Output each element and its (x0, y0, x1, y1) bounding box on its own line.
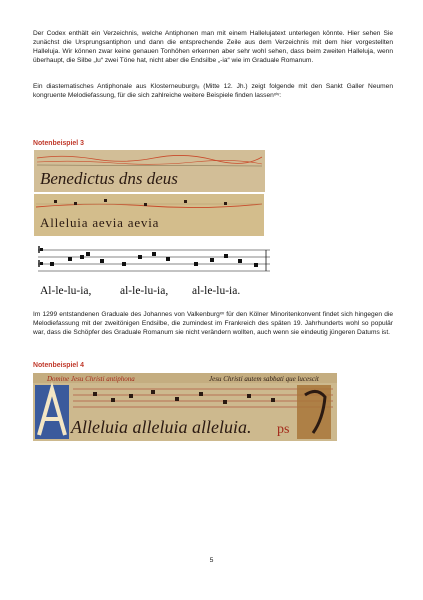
paragraph-1: Der Codex enthält ein Verzeichnis, welche Antiphonen man mit einem Hallelujatext unterlegen könnte. Hier sehen Sie zunächst die Ursprungsantiphon und dann die entsprechende Zeile aus dem Verzeichnis mit dem hier vorgestellten Halleluja. Wir können zwar keine genauen Tonhöhen erkennen aber sehr wohl sehen, dass beim zweiten Halleluja, wenn überhaupt, die Silbe „lu“ zwei Töne hat, nicht aber die Endsilbe „-ia“ wie im Graduale Romanum. (33, 30, 393, 64)
manuscript-text-2: Alleluia aevia aevia (40, 215, 160, 230)
lyric-1: Al-le-lu-ia, (40, 285, 92, 297)
manuscript-image-valkenburg (33, 373, 337, 441)
lyric-2: al-le-lu-ia, (120, 285, 169, 297)
lyric-3: al-le-lu-ia. (192, 285, 241, 297)
manuscript-image-alleluia (34, 194, 264, 236)
music-notation (34, 238, 274, 302)
manuscript-text-1: Benedictus dns deus (40, 169, 178, 188)
manuscript-image-benedictus (34, 150, 265, 192)
paragraph-3: Im 1299 entstandenen Graduale des Johannes von Valkenburgˣᵛ für den Kölner Minoritenkonvent findet sich hingegen die Melodiefassung mit der zweitönigen Endsilbe, die zumindest im Frankreich des späten 19. Jahrhunderts wohl so populär war, dass die Schöpfer des Graduale Romanum sie nicht verändern wollten, auch wenn sie eindeutig jüngeren Datums ist. (33, 311, 393, 336)
heading-notenbeispiel-3: Notenbeispiel 3 (33, 140, 84, 147)
svg-text:ps: ps (277, 422, 290, 437)
page-number: 5 (209, 557, 214, 564)
heading-notenbeispiel-4: Notenbeispiel 4 (33, 362, 84, 369)
manuscript-4-text: Alleluia alleluia alleluia. (71, 417, 252, 437)
paragraph-2: Ein diastematisches Antiphonale aus Klosterneuburgᵡᵢᵢ (Mitte 12. Jh.) zeigt folgende mit den Sankt Galler Neumen kongruente Melodiefassung, für die sich zahlreiche weitere Beispiele finden lassenˣⁱᵛ: (33, 83, 393, 99)
manuscript-4-header-left: Domine Jesu Christi antiphona (47, 375, 135, 383)
manuscript-4-header-right: Jesu Christi autem sabbati que lucescit (209, 375, 319, 383)
